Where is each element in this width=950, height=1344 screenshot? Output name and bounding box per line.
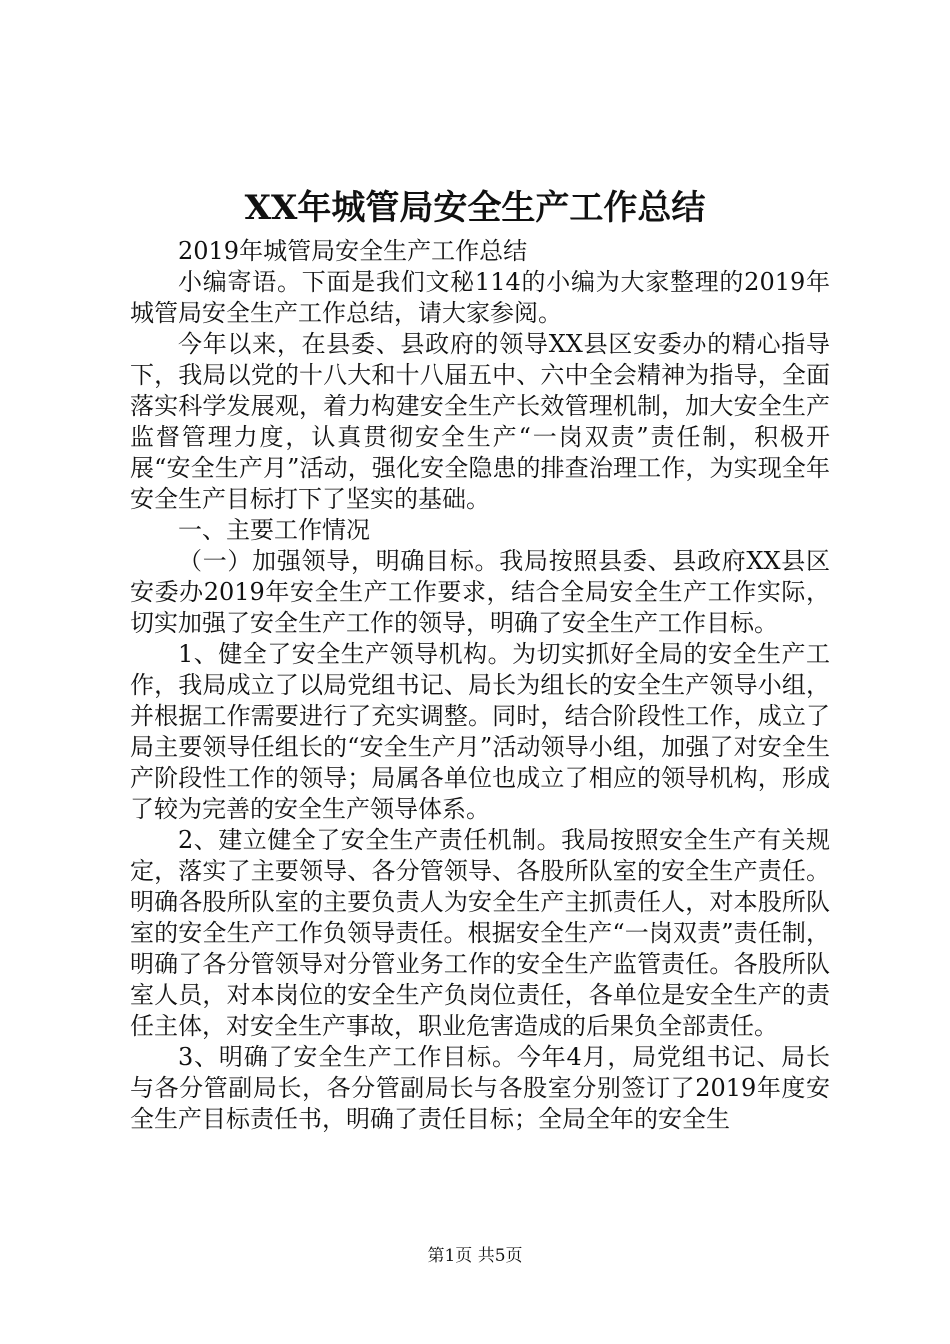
page-footer: 第1页 共5页 [427,1246,523,1266]
document-title: XX年城管局安全生产工作总结 [244,188,706,228]
paragraph-item-1: 1、健全了安全生产领导机构。为切实抓好全局的安全生产工作，我局成立了以局党组书记、局长为组长的安全生产领导小组，并根据工作需要进行了充实调整。同时，结合阶段性工作，成立了局主要领导任组长的“安全生产月”活动领导小组，加强了对安全生产阶段性工作的领导；局属各单位也成立了相应的领导机构，形成了较为完善的安全生产领导体系。 [130,640,830,823]
document-body [130,236,830,1135]
paragraph-subtitle: 2019年城管局安全生产工作总结 [178,237,528,265]
paragraph-item-3: 3、明确了安全生产工作目标。今年4月，局党组书记、局长与各分管副局长，各分管副局长与各股室分别签订了2019年度安全生产目标责任书，明确了责任目标；全局全年的安全生 [130,1043,830,1133]
paragraph-leadership: （一）加强领导，明确目标。我局按照县委、县政府XX县区安委办2019年安全生产工作要求，结合全局安全生产工作实际，切实加强了安全生产工作的领导，明确了安全生产工作目标。 [130,547,830,637]
paragraph-intro: 小编寄语。下面是我们文秘114的小编为大家整理的2019年城管局安全生产工作总结，请大家参阅。 [130,268,830,327]
section-heading: 一、主要工作情况 [178,516,370,544]
paragraph-item-2: 2、建立健全了安全生产责任机制。我局按照安全生产有关规定，落实了主要领导、各分管领导、各股所队室的安全生产责任。明确各股所队室的主要负责人为安全生产主抓责任人，对本股所队室的安全生产工作负领导责任。根据安全生产“一岗双责”责任制，明确了各分管领导对分管业务工作的安全生产监管责任。各股所队室人员，对本岗位的安全生产负岗位责任，各单位是安全生产的责任主体，对安全生产事故，职业危害造成的后果负全部责任。 [130,826,830,1040]
paragraph-overview: 今年以来，在县委、县政府的领导XX县区安委办的精心指导下，我局以党的十八大和十八届五中、六中全会精神为指导，全面落实科学发展观，着力构建安全生产长效管理机制，加大安全生产监督管理力度，认真贯彻安全生产“一岗双责”责任制，积极开展“安全生产月”活动，强化安全隐患的排查治理工作，为实现全年安全生产目标打下了坚实的基础。 [130,330,830,513]
